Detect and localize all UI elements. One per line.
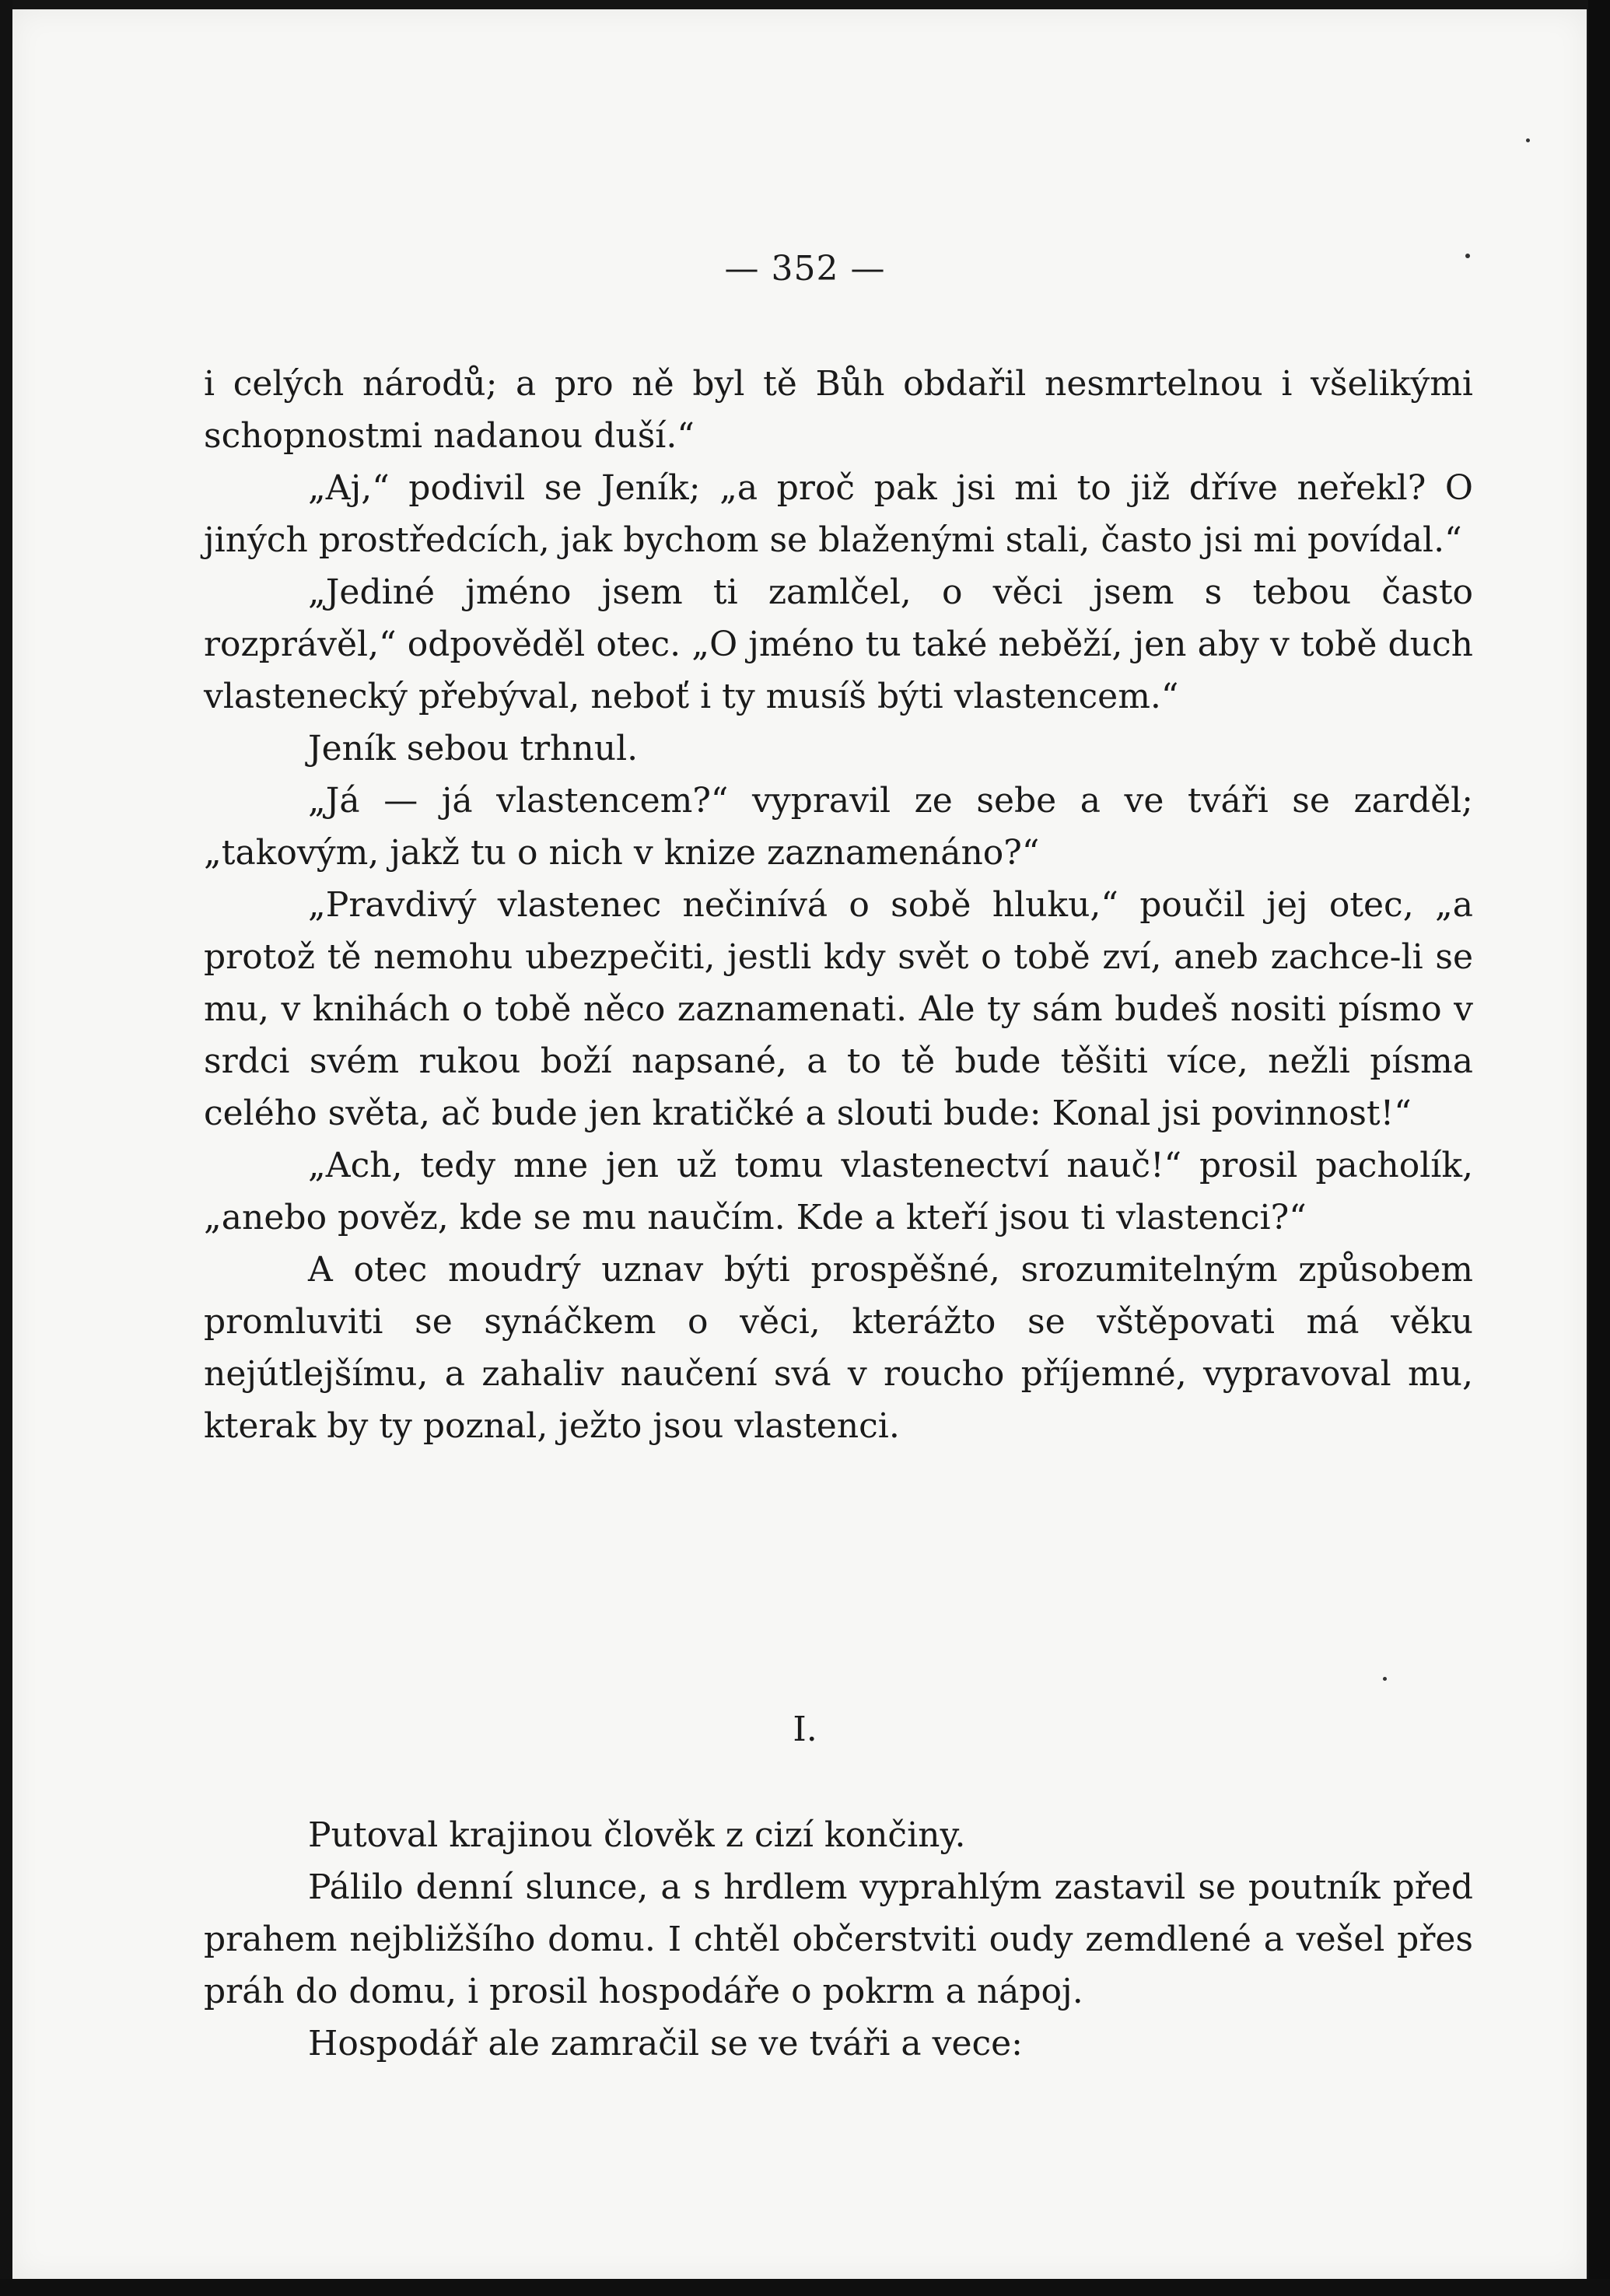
paragraph: „Pravdivý vlastenec nečinívá o sobě hluku,“ poučil jej otec, „a protož tě nemohu ubezpečiti, jestli kdy svět o tobě zví, aneb zachce-li se mu, v knihách o tobě něco zaznamenati. Ale ty sám budeš nositi písmo v srdci svém rukou boží napsané, a to tě bude těšiti více, nežli písma celého světa, ač bude jen kratičké a slouti bude: Konal jsi povinnost!“ [204, 885, 1473, 1133]
section-heading: I. [793, 1710, 817, 1749]
paragraph: Jeník sebou trhnul. [308, 729, 639, 768]
scan-edge-top [0, 0, 1610, 9]
paragraph: „Aj,“ podivil se Jeník; „a proč pak jsi mi to již dříve neřekl? O jiných prostředcích, jak bychom se blaženými stali, často jsi mi povídal.“ [204, 468, 1473, 560]
paragraph: Pálilo denní slunce, a s hrdlem vyprahlým zastavil se poutník před prahem nejbližšího domu. I chtěl občerstviti oudy zemdlené a vešel přes práh do domu, i prosil hospodáře o pokrm a nápoj. [204, 1867, 1473, 2011]
paragraph: „Ach, tedy mne jen už tomu vlastenectví nauč!“ prosil pacholík, „anebo pověz, kde se mu naučím. Kde a kteří jsou ti vlastenci?“ [204, 1146, 1473, 1237]
paragraph: Hospodář ale zamračil se ve tváři a vece: [308, 2024, 1023, 2063]
scan-speck [1383, 1677, 1387, 1681]
scan-speck [1526, 138, 1530, 142]
body-text-top [204, 358, 1473, 1452]
body-text-bottom [204, 1809, 1473, 2070]
paragraph: A otec moudrý uznav býti prospěšné, srozumitelným způsobem promluviti se synáčkem o věci, kterážto se vštěpovati má věku nejútlejšímu, a zahaliv naučení svá v roucho příjemné, vypravoval mu, kterak by ty poznal, ježto jsou vlastenci. [204, 1250, 1473, 1446]
scan-edge-right [1588, 0, 1610, 2296]
scan-edge-bottom [0, 2279, 1610, 2296]
paragraph: „Jediné jméno jsem ti zamlčel, o věci jsem s tebou často rozprávěl,“ odpověděl otec. „O jméno tu také neběží, jen aby v tobě duch vlastenecký přebýval, neboť i ty musíš býti vlastencem.“ [204, 572, 1473, 716]
scan-edge-left [0, 0, 12, 2296]
paragraph: „Já — já vlastencem?“ vypravil ze sebe a ve tváři se zarděl; „takovým, jakž tu o nich v knize zaznamenáno?“ [204, 781, 1473, 873]
page-number: — 352 — [724, 249, 886, 289]
paragraph: i celých národů; a pro ně byl tě Bůh obdařil nesmrtelnou i všelikými schopnostmi nadanou duší.“ [204, 364, 1473, 456]
paragraph: Putoval krajinou člověk z cizí končiny. [308, 1815, 966, 1855]
